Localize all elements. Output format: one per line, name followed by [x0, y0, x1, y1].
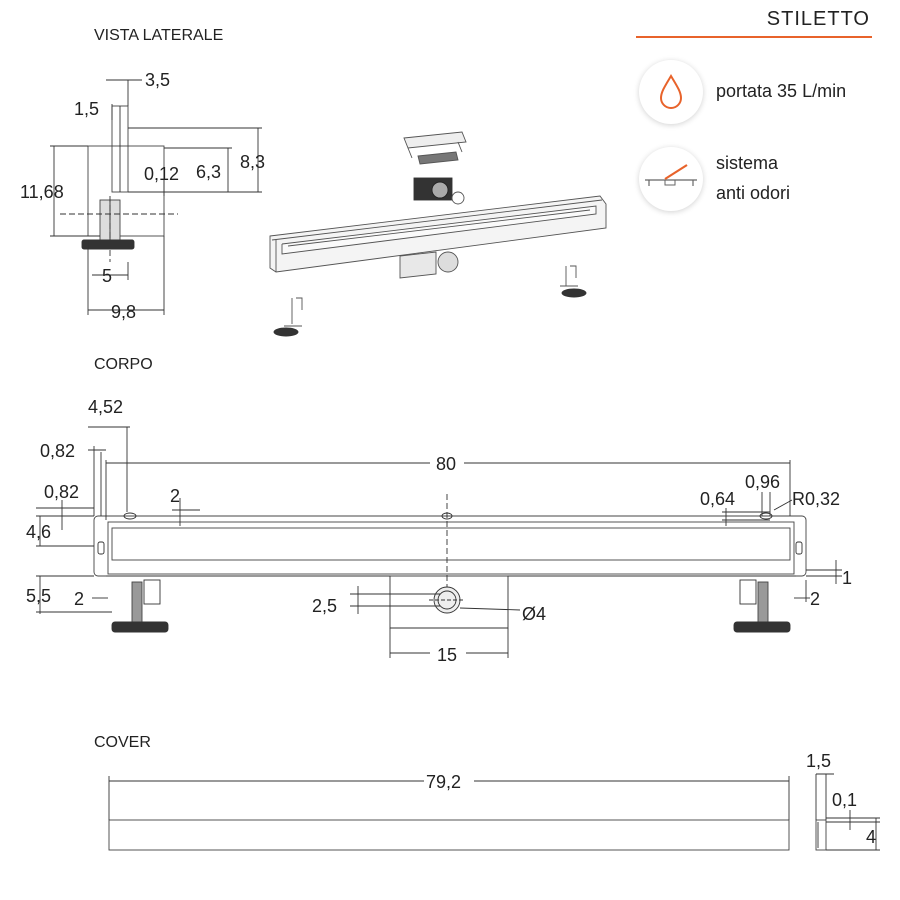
section-label-cover: COVER	[94, 734, 151, 751]
dim-body-diameter-4: Ø4	[522, 604, 547, 624]
exploded-view-drawing	[270, 132, 606, 336]
dim-cover-79-2: 79,2	[426, 772, 462, 792]
dim-body-2-left: 2	[74, 589, 85, 609]
dim-side-5: 5	[102, 266, 113, 286]
dim-side-1-5: 1,5	[74, 99, 100, 119]
dim-body-0-82-top: 0,82	[40, 441, 76, 461]
dim-body-r0-32: R0,32	[792, 489, 841, 509]
dim-side-11-68: 11,68	[20, 182, 64, 202]
dim-body-0-64: 0,64	[700, 489, 736, 509]
dim-cover-4: 4	[866, 827, 877, 847]
dim-body-5-5: 5,5	[26, 586, 52, 606]
section-label-side-view: VISTA LATERALE	[94, 27, 224, 44]
dim-body-0-82-mid: 0,82	[44, 482, 80, 502]
dim-body-4-52: 4,52	[88, 397, 124, 417]
dim-body-2-5: 2,5	[312, 596, 338, 616]
cover-dimensions	[426, 751, 876, 847]
dim-body-80: 80	[436, 454, 457, 474]
cover-drawing	[109, 774, 880, 850]
dim-body-2-top: 2	[170, 486, 181, 506]
dim-body-4-6: 4,6	[26, 522, 52, 542]
dim-body-15: 15	[437, 645, 458, 665]
dim-side-3-5: 3,5	[145, 70, 171, 90]
dim-cover-1-5: 1,5	[806, 751, 832, 771]
dim-body-0-96: 0,96	[745, 472, 781, 492]
feature-odor-line-1: sistema	[716, 153, 779, 173]
dim-body-2-right: 2	[810, 589, 821, 609]
dim-side-9-8: 9,8	[111, 302, 137, 322]
feature-odor-line-2: anti odori	[716, 183, 791, 203]
dim-body-1: 1	[842, 568, 853, 588]
side-view-dimensions	[20, 70, 265, 322]
dim-cover-0-1: 0,1	[832, 790, 858, 810]
dim-side-0-12: 0,12	[144, 164, 180, 184]
dim-side-6-3: 6,3	[196, 162, 222, 182]
feature-flow-line: portata 35 L/min	[716, 81, 847, 101]
section-label-body: CORPO	[94, 356, 153, 373]
product-name: STILETTO	[766, 8, 870, 30]
dim-side-8-3: 8,3	[240, 152, 266, 172]
